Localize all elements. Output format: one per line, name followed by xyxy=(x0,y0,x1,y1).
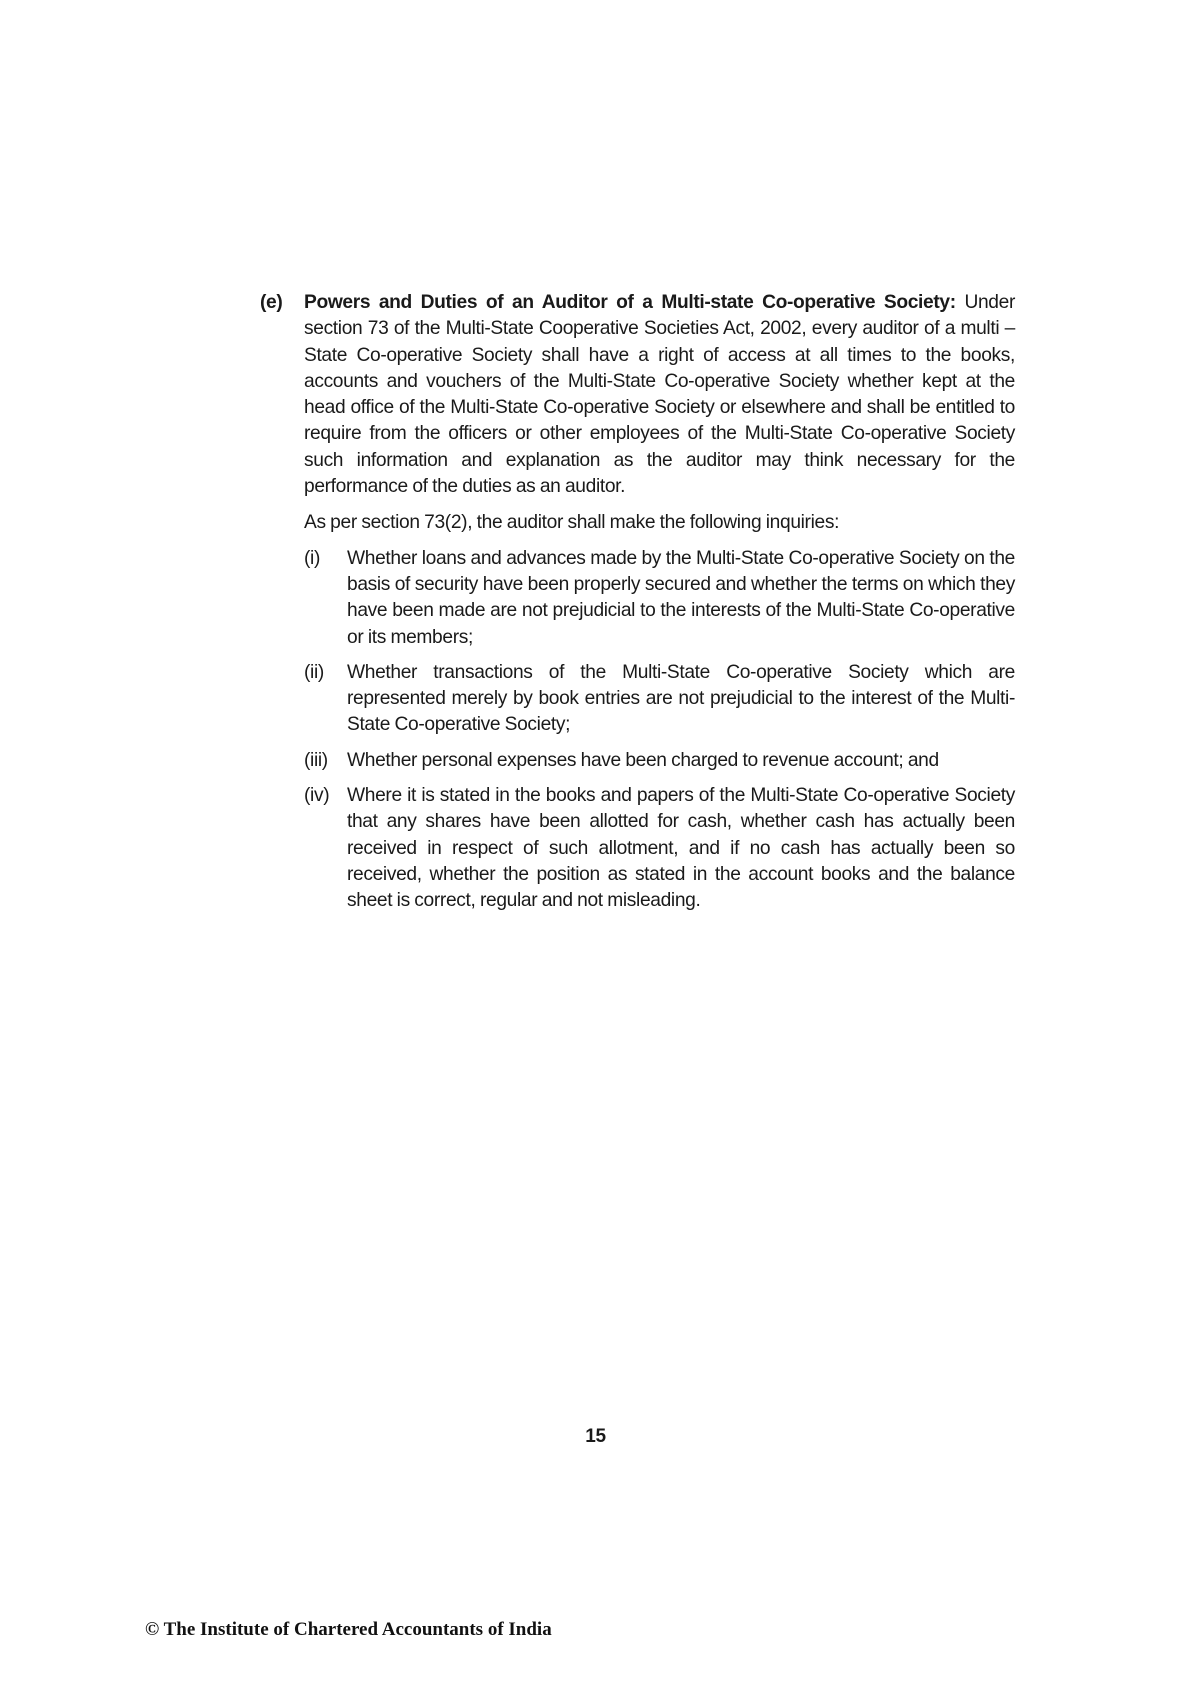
list-item-number: (ii) xyxy=(304,661,324,683)
section-e xyxy=(260,290,1015,924)
section-heading-row xyxy=(260,290,1015,500)
list-item-text: Whether personal expenses have been charged to revenue account; and xyxy=(347,749,939,771)
section-body-text: Under section 73 of the Multi-State Cooperative Societies Act, 2002, every auditor of a multi – State Co-operative Society shall have a right of access at all times to the books, accounts and vouchers of the Multi-State Co-operative Society whether kept at the head office of the Multi-State Co-operative Society or elsewhere and shall be entitled to require from the officers or other employees of the Multi-State Co-operative Society such information and explanation as the auditor may think necessary for the performance of the duties as an auditor. xyxy=(304,292,1015,498)
section-heading: Powers and Duties of an Auditor of a Multi-state Co-operative Society: xyxy=(304,292,956,313)
list-item xyxy=(304,546,1015,651)
inquiries-intro: As per section 73(2), the auditor shall make the following inquiries: xyxy=(304,512,840,534)
section-label: (e) xyxy=(260,292,283,313)
list-item xyxy=(304,748,1015,774)
list-item-text: Whether transactions of the Multi-State Co-operative Society which are represented merely by book entries are not prejudicial to the interest of the Multi-State Co-operative Society; xyxy=(347,661,1015,736)
inquiries-list xyxy=(304,546,1015,915)
list-item-number: (i) xyxy=(304,547,320,569)
list-item-text: Whether loans and advances made by the Multi-State Co-operative Society on the basis of security have been properly secured and whether the terms on which they have been made are not prejudicial to the interests of the Multi-State Co-operative or its members; xyxy=(347,547,1015,648)
section-paragraph xyxy=(304,290,1015,500)
page-number: 15 xyxy=(585,1426,606,1447)
list-item-text: Where it is stated in the books and papers of the Multi-State Co-operative Society that any shares have been allotted for cash, whether cash has actually been received in respect of such allotment, and if no cash has actually been so received, whether the position as stated in the account books and the balance sheet is correct, regular and not misleading. xyxy=(347,785,1015,912)
list-item xyxy=(304,783,1015,914)
list-item-number: (iii) xyxy=(304,749,328,771)
list-item xyxy=(304,660,1015,739)
copyright-footer: © The Institute of Chartered Accountants of India xyxy=(145,1619,552,1640)
list-item-number: (iv) xyxy=(304,785,330,807)
